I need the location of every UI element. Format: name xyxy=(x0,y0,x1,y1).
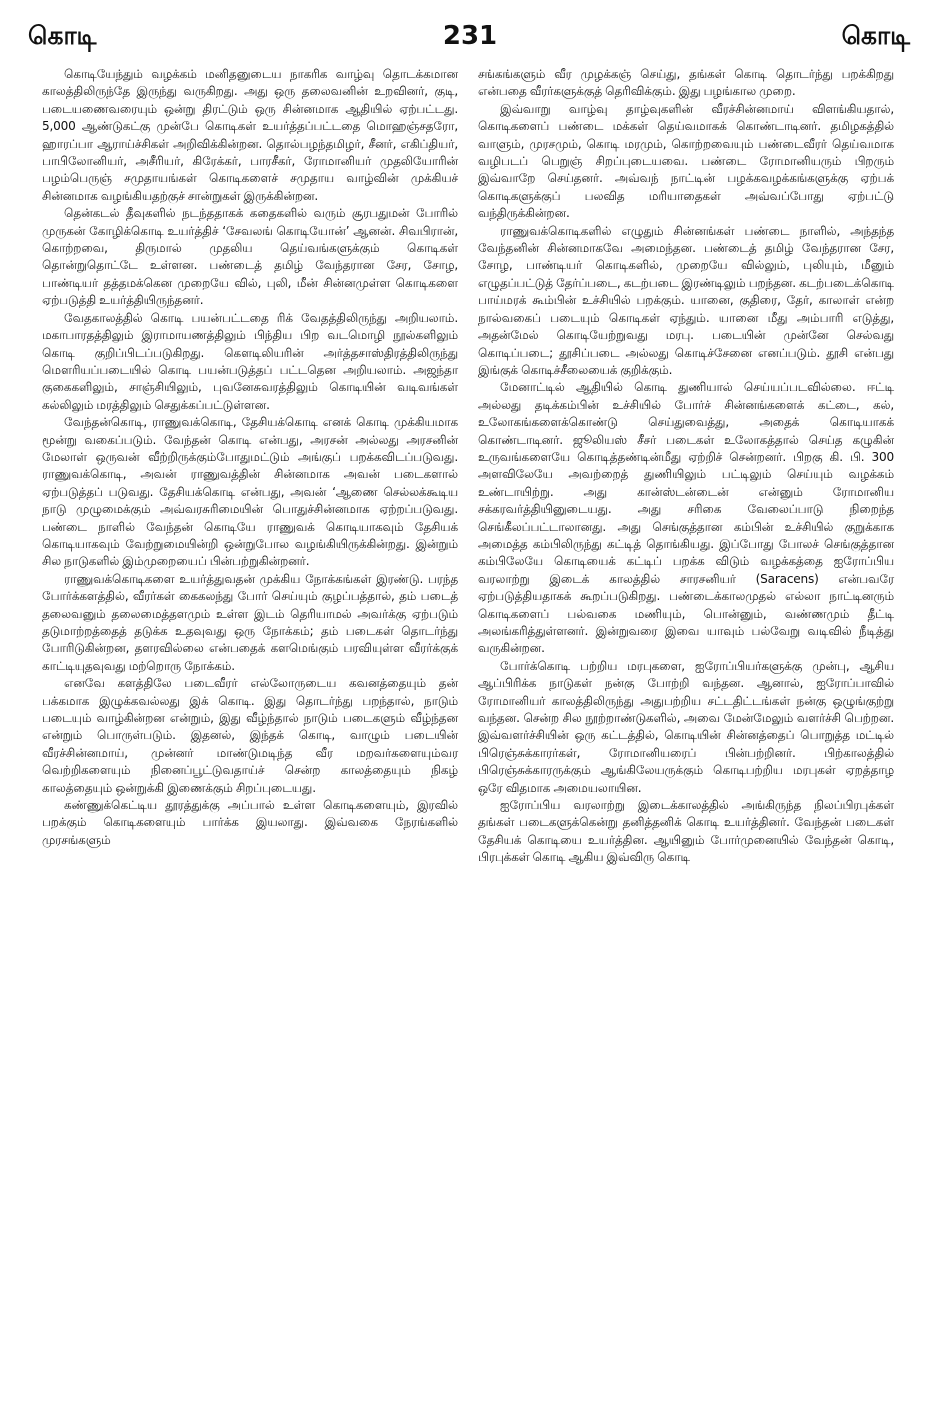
running-head-right: கொடி xyxy=(841,21,910,50)
paragraph: ஐரோப்பிய வரலாற்று இடைக்காலத்தில் அங்கிருந்த நிலப்பிரபுக்கள் தங்கள் படைகளுக்கென்று தனித்தனிக் கொடி உயர்த்தினர். வேந்தன் படைகள் தேசியக் கொடியை உயர்த்தின. ஆயினும் போர்முனையில் வேந்தன் கொடி, பிரபுக்கள் கொடி ஆகிய இவ்விரு கொடி xyxy=(478,798,894,865)
paragraph: வேதகாலத்தில் கொடி பயன்பட்டதை ரிக் வேதத்திலிருந்து அறியலாம். மகாபாரதத்திலும் இராமாயணத்திலும் பிந்திய பிற வடமொழி நூல்களிலும் கொடி குறிப்பிடப்படுகிறது. கௌடிலியரின் அர்த்தசாஸ்திரத்திலிருந்து மௌரியப்படையில் கொடி பயன்படுத்தப் பட்டதென அறியலாம். அஜந்தா குகைகளிலும், சாஞ்சியிலும், புவனேசுவரத்திலும் கொடியின் வடிவங்கள் கல்லிலும் மரத்திலும் செதுக்கப்பட்டுள்ளன. xyxy=(42,310,458,412)
paragraph: ராணுவக்கொடிகளை உயர்த்துவதன் முக்கிய நோக்கங்கள் இரண்டு. பரந்த போர்க்களத்தில், வீரர்கள் கைகலந்து போர் செய்யும் குழப்பத்தால், தம் படைத் தலைவனும் தலைமைத்தளமும் உள்ள இடம் தெரியாமல் அவர்க்கு ஏற்படும் தடுமாற்றத்தைத் தடுக்க உதவுவது ஒரு நோக்கம்; தம் படைகள் தொடர்ந்து போரிடுகின்றன, தளரவில்லை என்பதைக் களமெங்கும் பரவியுள்ள வீரர்க்குக் காட்டியுதவுவது மற்றொரு நோக்கம். xyxy=(42,571,458,673)
paragraph: இவ்வாறு வாழ்வு தாழ்வுகளின் வீரச்சின்னமாய் விளங்கியதால், கொடிகளைப் பண்டை மக்கள் தெய்வமாகக் கொண்டாடினர். தமிழகத்தில் வாளும், முரசமும், கொடி மரமும், கொற்றவையும் பண்டைவீரர் தெய்வமாக வழிபடப் பெறுஞ் சிறப்புடையவை. பண்டை ரோமானியரும் பிறரும் இவ்வாறே செய்தனர். அவ்வந் நாட்டின் பழக்கவழக்கங்களுக்கு ஏற்பக் கொடிகளுக்குப் பலவித மரியாதைகள் அவ்வப்போது ஏற்பட்டு வந்திருக்கின்றன. xyxy=(478,101,894,221)
paragraph: கண்ணுக்கெட்டிய தூரத்துக்கு அப்பால் உள்ள கொடிகளையும், இரவில் பறக்கும் கொடிகளையும் பார்க்க இயலாது. இவ்வகை நேரங்களில் முரசங்களும் xyxy=(42,798,458,847)
running-head-left: கொடி xyxy=(28,21,97,50)
right-column xyxy=(478,66,894,867)
paragraph-continued: சங்கங்களும் வீர முழக்கஞ் செய்து, தங்கள் கொடி தொடர்ந்து பறக்கிறது என்பதை வீரர்களுக்குத் தெரிவிக்கும். இது பழங்கால முறை. xyxy=(478,67,894,99)
page-number: 231 xyxy=(442,21,498,51)
paragraph: ராணுவக்கொடிகளில் எழுதும் சின்னங்கள் பண்டை நாளில், அந்தந்த வேந்தனின் சின்னமாகவே அமைந்தன. பண்டைத் தமிழ் வேந்தரான சேர, சோழ, பாண்டியர் கொடிகளில், முறையே வில்லும், புலியும், மீனும் எழுதப்பட்டுத் தேர்ப்படை, கடற்படை இரண்டிலும் பறந்தன. கடற்படைக்கொடி பாய்மரக் கூம்பின் உச்சியில் பறக்கும். யானை, குதிரை, தேர், காலாள் என்ற நால்வகைப் படையும் கொடிகள் ஏந்தும். யானை மீது அம்பாரி எடுத்து, அதன்மேல் கொடியேற்றுவது மரபு. படையின் முன்னே செல்வது கொடிப்படை; தூசிப்படை அல்லது கொடிச்சேனை எனப்படும். தூசி என்பது இங்குக் கொடிச்சீலையைக் குறிக்கும். xyxy=(478,223,894,377)
paragraph: மேனாட்டில் ஆதியில் கொடி துணியால் செய்யப்படவில்லை. ஈட்டி அல்லது தடிக்கம்பின் உச்சியில் போர்ச் சின்னங்களைக் கட்டை, கல், உலோகங்களைக்கொண்டு செய்துவைத்து, அதைக் கொடியாகக் கொண்டாடினர். ஜூலியஸ் சீசர் படைகள் உலோகத்தால் செய்த கழுகின் உருவங்களையே கொடித்தண்டின்மீது ஏற்றிச் சென்றனர். பிறகு கி. பி. 300 அளவிலேயே அவற்றைத் துணியிலும் பட்டிலும் செய்யும் வழக்கம் உண்டாயிற்று. அது கான்ஸ்டன்டைன் என்னும் ரோமானிய சக்கரவர்த்தியினுடையது. அது சரிகை வேலைப்பாடு நிறைந்த செங்கீலப்பட்டாலானது. அது செங்குத்தான கம்பின் உச்சியில் குறுக்காக அமைத்த கம்பிலிருந்து கட்டித் தொங்கியது. இப்போது போலச் செங்குத்தான கம்பிலேயே கொடியைக் கட்டிப் பறக்க விடும் வழக்கத்தை ஐரோப்பிய வரலாற்று இடைக் காலத்தில் சாரசனியர் (Saracens) என்பவரே ஏற்படுத்தியதாகக் கூறப்படுகிறது. பண்டைக்காலமுதல் எல்லா நாட்டினரும் கொடிகளைப் பல்வகை மணியும், பொன்னும், வண்ணமும் தீட்டி அலங்கரித்துள்ளனர். இன்றுவரை இவை யாவும் பல்வேறு வடிவில் நீடித்து வருகின்றன. xyxy=(478,380,894,656)
paragraph: கொடியேந்தும் வழக்கம் மனிதனுடைய நாகரிக வாழ்வு தொடக்கமான காலத்திலிருந்தே இருந்து வருகிறது. அது ஒரு தலைவனின் உறவினர், குடி, படையணைவரையும் ஒன்று திரட்டும் ஒரு சின்னமாக ஆதியில் ஏற்பட்டது. 5,000 ஆண்டுகட்கு முன்பே கொடிகள் உயர்த்தப்பட்டதை மொஹஞ்சதரோ, ஹாரப்பா ஆராய்ச்சிகள் அறிவிக்கின்றன. தொல்பழந்தமிழர், சீனர், எகிப்தியர், பாபிலோனியர், அசீரியர், கிரேக்கர், பாரசீகர், ரோமானியர் முதலியோரின் பழம்பெருஞ் சமுதாயங்கள் கொடிகளைச் சமுதாய வாழ்வின் முக்கியச் சின்னமாக வழங்கியதற்குச் சான்றுகள் இருக்கின்றன. xyxy=(42,67,458,203)
left-column xyxy=(42,66,458,849)
paragraph: வேந்தன்கொடி, ராணுவக்கொடி, தேசியக்கொடி எனக் கொடி முக்கியமாக மூன்று வகைப்படும். வேந்தன் கொடி என்பது, அரசன் அல்லது அரசனின் மேலாள் ஒருவன் வீற்றிருக்கும்போதுமட்டும் அங்குப் பறக்கவிடப்படுவது. ராணுவக்கொடி, அவன் ராணுவத்தின் சின்னமாக அவன் படைகளால் ஏற்படுத்தப் படுவது. தேசியக்கொடி என்பது, அவன் ‘ஆணை செல்லக்கூடிய நாடு முழுமைக்கும் அவ்வரசுரிமையின் பொதுச்சின்னமாக ஏற்றப்படுவது. பண்டை நாளில் வேந்தன் கொடியே ராணுவக் கொடியாகவும் தேசியக் கொடியாகவும் வேற்றுமையின்றி ஒன்றுபோல வழங்கியிருக்கின்றது. இன்றும் சில நாடுகளில் இம்முறையைப் பின்பற்றுகின்றனர். xyxy=(42,415,458,569)
paragraph: எனவே களத்திலே படைவீரர் எல்லோருடைய கவனத்தையும் தன் பக்கமாக இழுக்கவல்லது இக் கொடி. இது தொடர்ந்து பறந்தால், நாடும் படையும் வாழ்கின்றன என்றும், இது வீழ்ந்தால் நாடும் படைகளும் வீழ்ந்தன என்றும் பொருள்படும். இதனல், இந்தக் கொடி, வாழும் படையின் வீரச்சின்னமாய், முன்னர் மாண்டுமடிந்த வீர மறவர்களையும்வர வெற்றிகளையும் நினைப்பூட்டுவதாய்ச் சென்ற காலத்தையும் நிகழ் காலத்தையும் ஒன்றுக்கி இணைக்கும் சிறப்புடையது. xyxy=(42,676,458,795)
paragraph: தென்கடல் தீவுகளில் நடந்ததாகக் கதைகளில் வரும் சூரபதுமன் போரில் முருகன் கோழிக்கொடி உயர்த்திச் ‘சேவலங் கொடியோன்’ ஆனன். சிவபிரான், கொற்றவை, திருமால் முதலிய தெய்வங்களுக்கும் கொடிகள் தொன்றுதொட்டே உள்ளன. பண்டைத் தமிழ் வேந்தரான சேர, சோழ, பாண்டியர் தத்தமக்கென முறையே வில், புலி, மீன் சின்னமுள்ள கொடிகளை ஏற்படுத்தி உயர்த்தியிருந்தனர். xyxy=(42,206,458,308)
paragraph: போர்க்கொடி பற்றிய மரபுகளை, ஐரோப்பியர்களுக்கு முன்பு, ஆசிய ஆப்பிரிக்க நாடுகள் நன்கு போற்றி வந்தன. ஆனால், ஐரோப்பாவில் ரோமானியர் காலத்திலிருந்து அதுபற்றிய சட்டதிட்டங்கள் நன்கு ஒழுங்குற்று வந்தன. சென்ற சில நூற்றாண்டுகளில், அவை மேன்மேலும் வளர்ச்சி பெற்றன. இவ்வளர்ச்சியின் ஒரு கட்டத்தில், கொடியின் சின்னத்தைப் பொறுத்த மட்டில் பிரெஞ்சுக்காரர்கள், ரோமானியரைப் பின்பற்றினர். பிற்காலத்தில் பிரெஞ்சுக்காரருக்கும் ஆங்கிலேயருக்கும் கொடிபற்றிய மரபுகள் ஏறத்தாழ ஒரே விதமாக அமையலாயின. xyxy=(478,658,894,795)
